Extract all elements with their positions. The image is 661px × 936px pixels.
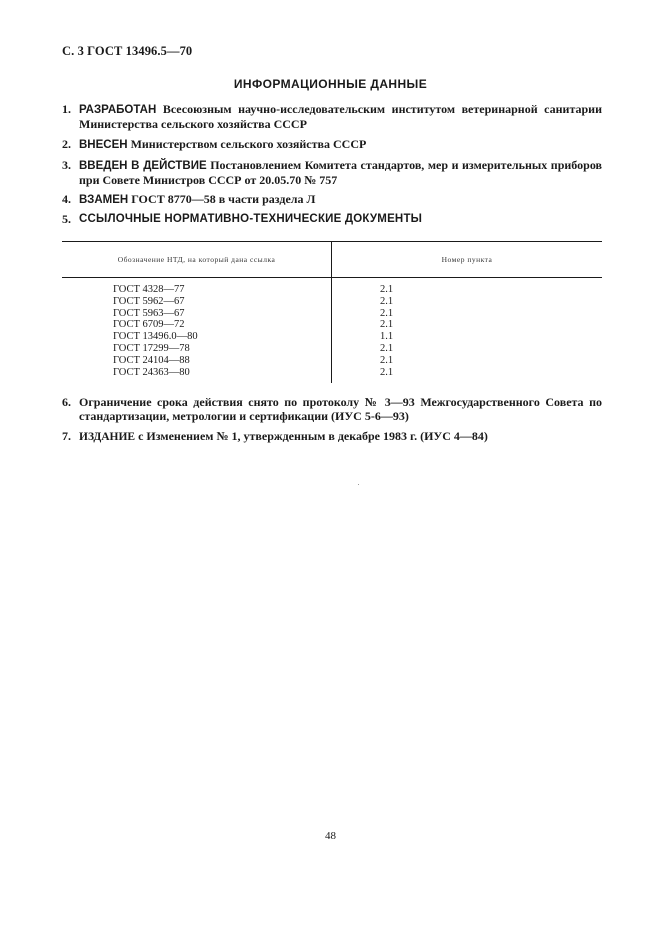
item-number: 2.	[62, 137, 71, 151]
item-text	[79, 137, 602, 152]
reference-table	[62, 241, 602, 383]
info-item-6	[62, 395, 602, 423]
item-lead: ВНЕСЕН	[79, 139, 128, 151]
item-number: 6.	[62, 395, 71, 409]
item-number: 5.	[62, 212, 71, 226]
table-top-rule	[62, 241, 602, 242]
info-item-3	[62, 158, 602, 187]
table-cell-document: ГОСТ 24104—88	[113, 354, 190, 366]
section-title: ИНФОРМАЦИОННЫЕ ДАННЫЕ	[233, 77, 428, 91]
table-cell-clause: 2.1	[380, 354, 394, 366]
table-cell-clause: 2.1	[380, 295, 394, 307]
table-cell-clause: 1.1	[380, 331, 394, 343]
item-body: ГОСТ 8770—58 в части раздела Л	[131, 192, 316, 206]
table-column-documents	[113, 284, 198, 378]
table-header-document: Обозначение НТД, на который дана ссылка	[117, 255, 276, 264]
table-cell-clause: 2.1	[380, 342, 394, 354]
item-number: 4.	[62, 192, 71, 206]
item-number: 7.	[62, 429, 71, 443]
table-cell-clause: 2.1	[380, 284, 394, 295]
item-lead: ВВЕДЕН В ДЕЙСТВИЕ	[79, 160, 207, 172]
page-number: 48	[325, 830, 336, 842]
info-item-5	[62, 212, 602, 226]
item-text	[79, 429, 602, 444]
info-item-2	[62, 137, 602, 152]
item-number: 3.	[62, 158, 71, 172]
item-body: Министерством сельского хозяйства СССР	[130, 137, 367, 151]
table-column-clauses	[380, 284, 393, 378]
item-text	[79, 158, 602, 187]
item-body: Всесоюзным научно-исследовательским институтом ветеринарной санитарии Министерства сельского хозяйства СССР	[79, 102, 602, 131]
document-header: С. 3 ГОСТ 13496.5—70	[62, 44, 193, 58]
item-lead: РАЗРАБОТАН	[79, 104, 157, 116]
item-body: с Изменением № 1, утвержденным в декабре 1983 г. (ИУС 4—84)	[138, 429, 488, 443]
table-cell-document: ГОСТ 5962—67	[113, 295, 185, 307]
table-cell-document: ГОСТ 6709—72	[113, 319, 185, 331]
item-lead: ВЗАМЕН	[79, 194, 129, 206]
info-item-4	[62, 192, 602, 207]
table-cell-document: ГОСТ 17299—78	[113, 342, 190, 354]
item-number: 1.	[62, 102, 71, 116]
table-cell-document: ГОСТ 5963—67	[113, 307, 185, 319]
item-lead: ИЗДАНИЕ	[79, 431, 136, 443]
scan-speck	[358, 484, 359, 485]
item-text	[79, 102, 602, 131]
item-body: Постановлением Комитета стандартов, мер и измерительных приборов при Совете Министров СССР от 20.05.70 № 757	[79, 158, 602, 187]
table-cell-clause: 2.1	[380, 366, 394, 378]
item-text: Ограничение срока действия снято по протоколу № 3—93 Межгосударственного Совета по стандартизации, метрологии и сертификации (ИУС 5-6—93)	[79, 395, 602, 423]
info-item-7	[62, 429, 602, 444]
table-cell-document: ГОСТ 13496.0—80	[113, 331, 198, 343]
item-text	[79, 192, 602, 207]
info-item-1	[62, 102, 602, 131]
table-cell-document: ГОСТ 24363—80	[113, 366, 190, 378]
table-cell-document: ГОСТ 4328—77	[113, 284, 185, 295]
item-text: ССЫЛОЧНЫЕ НОРМАТИВНО-ТЕХНИЧЕСКИЕ ДОКУМЕНТЫ	[79, 213, 423, 225]
table-header-clause: Номер пункта	[441, 255, 493, 264]
table-header-rule	[62, 277, 602, 278]
table-cell-clause: 2.1	[380, 319, 394, 331]
table-cell-clause: 2.1	[380, 307, 394, 319]
